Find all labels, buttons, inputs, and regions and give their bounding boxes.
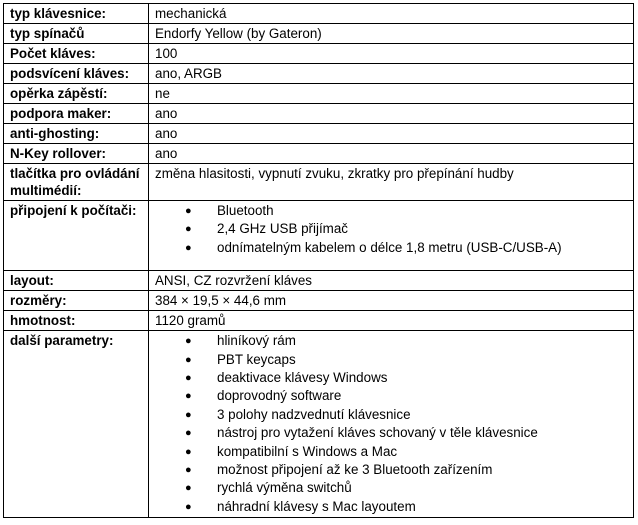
spec-label: hmotnost: xyxy=(4,311,149,331)
table-row xyxy=(4,24,634,44)
list-item: ● možnost připojení až ke 3 Bluetooth zařízením xyxy=(185,461,627,479)
table-row xyxy=(4,331,634,518)
spec-value: ANSI, CZ rozvržení kláves xyxy=(149,271,634,291)
spec-label: podsvícení kláves: xyxy=(4,64,149,84)
bullet-icon: ● xyxy=(185,223,192,236)
spec-value: ano xyxy=(149,104,634,124)
table-row xyxy=(4,164,634,201)
list-item: ● nástroj pro vytažení kláves schovaný v těle klávesnice xyxy=(185,424,627,442)
spec-value: ano, ARGB xyxy=(149,64,634,84)
spec-value: ano xyxy=(149,124,634,144)
bullet-icon: ● xyxy=(185,427,192,440)
bullet-icon: ● xyxy=(185,482,192,495)
table-row xyxy=(4,64,634,84)
spec-label: podpora maker: xyxy=(4,104,149,124)
spec-value: 100 xyxy=(149,44,634,64)
spec-value: ne xyxy=(149,84,634,104)
list-item: ● PBT keycaps xyxy=(185,351,627,369)
cell-spacer xyxy=(155,257,627,269)
spec-value-list-cell xyxy=(149,331,634,518)
list-item: ● deaktivace klávesy Windows xyxy=(185,369,627,387)
spec-label: layout: xyxy=(4,271,149,291)
spec-value: změna hlasitosti, vypnutí zvuku, zkratky pro přepínání hudby xyxy=(149,164,634,201)
table-row xyxy=(4,201,634,271)
spec-label: rozměry: xyxy=(4,291,149,311)
table-row xyxy=(4,291,634,311)
bullet-icon: ● xyxy=(185,390,192,403)
bullet-icon: ● xyxy=(185,372,192,385)
spec-value: Endorfy Yellow (by Gateron) xyxy=(149,24,634,44)
bullet-icon: ● xyxy=(185,353,192,366)
bullet-icon: ● xyxy=(185,335,192,348)
table-row xyxy=(4,104,634,124)
bullet-icon: ● xyxy=(185,500,192,513)
table-row xyxy=(4,311,634,331)
spec-value-list-cell xyxy=(149,201,634,271)
spec-value: 1120 gramů xyxy=(149,311,634,331)
table-row xyxy=(4,124,634,144)
spec-label: připojení k počítači: xyxy=(4,201,149,271)
list-item: ● odnímatelným kabelem o délce 1,8 metru (USB-C/USB-A) xyxy=(185,239,627,257)
connection-list xyxy=(155,202,627,257)
list-item: ● rychlá výměna switchů xyxy=(185,479,627,497)
table-row xyxy=(4,4,634,24)
table-row xyxy=(4,44,634,64)
spec-label: další parametry: xyxy=(4,331,149,518)
bullet-icon: ● xyxy=(185,408,192,421)
list-item: ● 2,4 GHz USB přijímač xyxy=(185,220,627,238)
bullet-icon: ● xyxy=(185,205,192,217)
spec-label: anti-ghosting: xyxy=(4,124,149,144)
bullet-icon: ● xyxy=(185,241,192,254)
table-row xyxy=(4,84,634,104)
spec-value: 384 × 19,5 × 44,6 mm xyxy=(149,291,634,311)
list-item: ● Bluetooth xyxy=(185,202,627,220)
bullet-icon: ● xyxy=(185,464,192,477)
table-row xyxy=(4,144,634,164)
spec-label: Počet kláves: xyxy=(4,44,149,64)
spec-label: N-Key rollover: xyxy=(4,144,149,164)
list-item: ● hliníkový rám xyxy=(185,332,627,350)
list-item: ● 3 polohy nadzvednutí klávesnice xyxy=(185,406,627,424)
spec-table xyxy=(3,3,634,518)
list-item: ● kompatibilní s Windows a Mac xyxy=(185,443,627,461)
spec-label: typ klávesnice: xyxy=(4,4,149,24)
spec-label: opěrka zápěstí: xyxy=(4,84,149,104)
parameters-list xyxy=(155,332,627,516)
spec-label: tlačítka pro ovládání multimédií: xyxy=(4,164,149,201)
spec-label: typ spínačů xyxy=(4,24,149,44)
list-item: ● doprovodný software xyxy=(185,387,627,405)
bullet-icon: ● xyxy=(185,445,192,458)
table-row xyxy=(4,271,634,291)
list-item: ● náhradní klávesy s Mac layoutem xyxy=(185,498,627,516)
spec-value: ano xyxy=(149,144,634,164)
spec-value: mechanická xyxy=(149,4,634,24)
